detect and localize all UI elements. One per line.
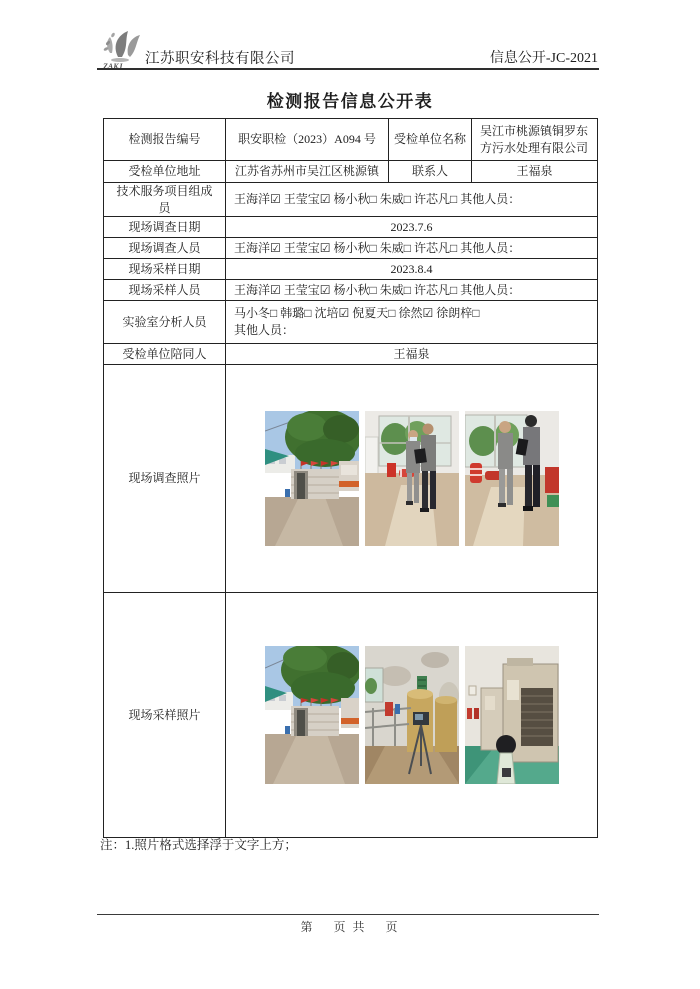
sampling-photos-label: 现场采样照片 <box>104 593 226 838</box>
escort-value: 王福泉 <box>226 344 598 365</box>
sampling-date-label: 现场采样日期 <box>104 259 226 280</box>
contact-value: 王福泉 <box>472 161 598 183</box>
survey-date-label: 现场调查日期 <box>104 217 226 238</box>
unit-addr-value: 江苏省苏州市吴江区桃源镇 <box>226 161 389 183</box>
page-title: 检测报告信息公开表 <box>266 92 434 111</box>
table-row <box>104 344 598 365</box>
table-row <box>104 365 598 593</box>
table-row <box>104 301 598 344</box>
survey-photo-discussion <box>465 411 559 546</box>
sampling-photo-strip <box>230 646 593 784</box>
team-label: 技术服务项目组成员 <box>104 183 226 217</box>
report-no-label: 检测报告编号 <box>104 119 226 161</box>
survey-photos-cell <box>226 365 598 593</box>
unit-addr-label: 受检单位地址 <box>104 161 226 183</box>
escort-label: 受检单位陪同人 <box>104 344 226 365</box>
sampling-photo-noise-meter <box>465 646 559 784</box>
table-row <box>104 238 598 259</box>
table-row <box>104 593 598 838</box>
table-row <box>104 183 598 217</box>
report-no-value: 职安职检（2023）A094 号 <box>226 119 389 161</box>
table-row <box>104 119 598 161</box>
contact-label: 联系人 <box>389 161 472 183</box>
footer-rule <box>97 914 599 915</box>
survey-photo-tablet-check <box>365 411 459 546</box>
unit-name-label: 受检单位名称 <box>389 119 472 161</box>
lab-staff-label: 实验室分析人员 <box>104 301 226 344</box>
lab-staff-line2: 其他人员： <box>234 323 295 337</box>
company-logo <box>98 27 144 73</box>
lab-staff-line1: 马小冬□ 韩璐□ 沈培☑ 倪夏天□ 徐然☑ 徐朗梓□ <box>234 306 480 321</box>
survey-date-value: 2023.7.6 <box>226 217 598 238</box>
table-row <box>104 217 598 238</box>
sampling-photo-tank-room <box>365 646 459 784</box>
lab-staff-value <box>226 301 598 344</box>
sampling-date-value: 2023.8.4 <box>226 259 598 280</box>
sampling-staff-label: 现场采样人员 <box>104 280 226 301</box>
header-rule <box>97 68 599 70</box>
survey-staff-label: 现场调查人员 <box>104 238 226 259</box>
survey-photo-outdoor-gate <box>265 411 359 546</box>
sampling-photo-outdoor-gate <box>265 646 359 784</box>
footnote: 注：1.照片格式选择浮于文字上方； <box>100 838 297 852</box>
table-row <box>104 161 598 183</box>
survey-staff-value: 王海洋☑ 王莹宝☑ 杨小秋□ 朱威□ 许芯凡□ 其他人员： <box>226 238 598 259</box>
unit-name-value: 吴江市桃源镇铜罗东方污水处理有限公司 <box>472 119 598 161</box>
logo-text: ZAKJ <box>103 62 123 71</box>
document-code: 信息公开-JC-2021 <box>489 51 598 66</box>
disclosure-table <box>103 118 598 838</box>
team-value: 王海洋☑ 王莹宝☑ 杨小秋□ 朱威□ 许芯凡□ 其他人员： <box>226 183 598 217</box>
company-logo-icon <box>98 27 144 73</box>
company-name: 江苏职安科技有限公司 <box>145 51 295 67</box>
survey-photo-strip <box>230 411 593 546</box>
page-number: 第 页 共 页 <box>300 920 400 934</box>
table-row <box>104 280 598 301</box>
survey-photos-label: 现场调查照片 <box>104 365 226 593</box>
sampling-staff-value: 王海洋☑ 王莹宝☑ 杨小秋□ 朱威□ 许芯凡□ 其他人员： <box>226 280 598 301</box>
sampling-photos-cell <box>226 593 598 838</box>
table-row <box>104 259 598 280</box>
